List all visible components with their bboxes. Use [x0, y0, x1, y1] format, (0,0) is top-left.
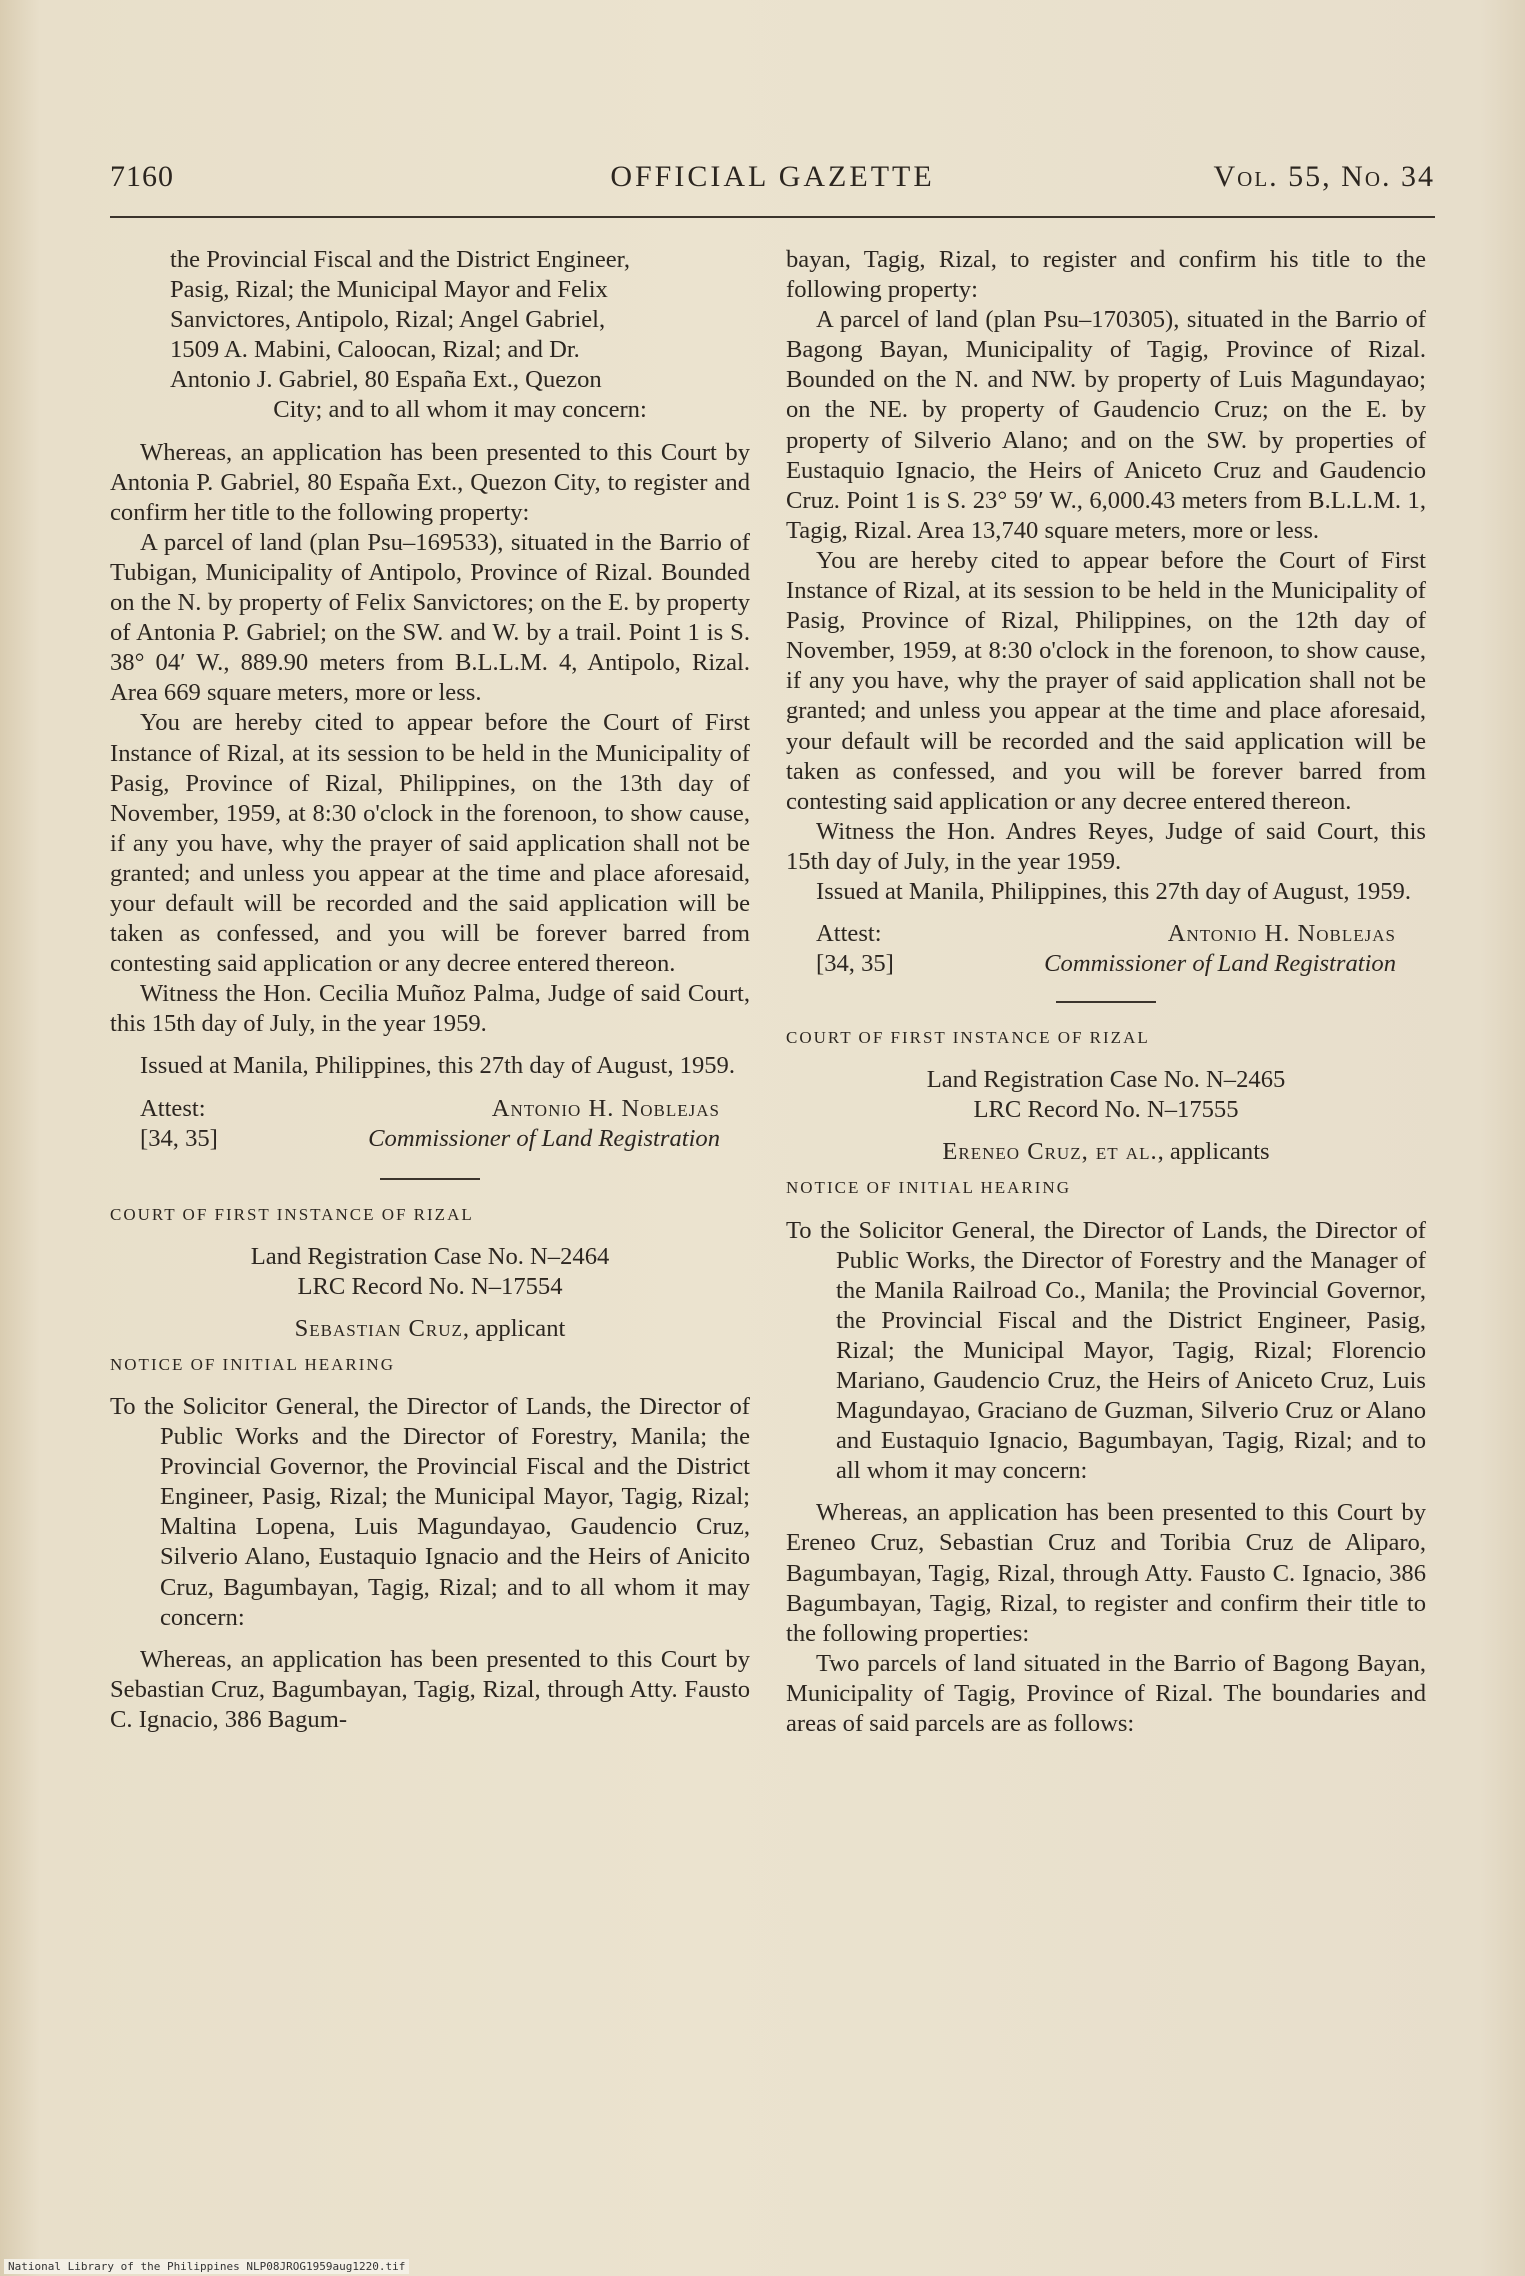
whereas-paragraph: Whereas, an application has been presented to this Court by Antonia P. Gabriel, 80 España Ext., Quezon City, to register and confirm her title to the following property:: [110, 438, 750, 526]
witness-paragraph: Witness the Hon. Cecilia Muñoz Palma, Judge of said Court, this 15th day of July, in the year 1959.: [110, 980, 750, 1038]
addressee-paragraph: To the Solicitor General, the Director of Lands, the Director of Public Works and the Director of Forestry, Manila; the Provincial Governor, the Provincial Fiscal and the District Engineer, Pasig, Rizal; the Municipal Mayor, Tagig, Rizal; Maltina Lopena, Luis Magundayao, Gaudencio Cruz, Silverio Alano, Eustaquio Ignacio and the Heirs of Anicito Cruz, Bagumbayan, Tagig, Rizal; and to all whom it may concern:: [110, 1393, 750, 1631]
addressee-paragraph: To the Solicitor General, the Director of Lands, the Director of Public Works, the Director of Forestry and the Manager of the Manila Railroad Co., Manila; the Provincial Governor, the Provincial Fiscal and the District Engineer, Pasig, Rizal; the Municipal Mayor, Tagig, Rizal; Florencio Mariano, Gaudencio Cruz, the Heirs of Aniceto Cruz, Luis Magundayao, Graciano de Guzman, Silverio Cruz or Alano and Eustaquio Ignacio, Bagumbayan, Tagig, Rizal; and to all whom it may concern:: [786, 1216, 1426, 1485]
issued-paragraph: Issued at Manila, Philippines, this 27th day of August, 1959.: [816, 877, 1412, 905]
text-line: the Provincial Fiscal and the District Engineer,: [170, 246, 631, 273]
text-line: Antonio J. Gabriel, 80 España Ext., Quezon: [170, 366, 602, 394]
court-heading: COURT OF FIRST INSTANCE OF RIZAL: [110, 1204, 474, 1224]
record-number: LRC Record No. N–17555: [973, 1096, 1239, 1124]
notice-heading: NOTICE OF INITIAL HEARING: [786, 1178, 1071, 1198]
left-column: [110, 245, 750, 1735]
page-number: 7160: [110, 160, 174, 193]
page-header: [110, 160, 1435, 210]
attestation: [786, 919, 1426, 979]
applicant-name: Ereneo Cruz, et al.: [942, 1138, 1158, 1166]
issued-paragraph: Issued at Manila, Philippines, this 27th day of August, 1959.: [140, 1052, 736, 1080]
record-number: LRC Record No. N–17554: [297, 1272, 563, 1300]
text-line: Pasig, Rizal; the Municipal Mayor and Felix: [170, 276, 608, 304]
header-rule: [110, 216, 1435, 218]
attest-reference: [34, 35]: [140, 1124, 218, 1152]
attest-label: Attest:: [140, 1094, 206, 1122]
whereas-paragraph: Whereas, an application has been presented to this Court by Sebastian Cruz, Bagumbayan, Tagig, Rizal, through Atty. Fausto C. Ignacio, 386 Bagum-: [110, 1645, 750, 1733]
witness-paragraph: Witness the Hon. Andres Reyes, Judge of said Court, this 15th day of July, in the year 1959.: [786, 817, 1426, 875]
parcel-description: A parcel of land (plan Psu–170305), situated in the Barrio of Bagong Bayan, Municipality of Tagig, Province of Rizal. Bounded on the N. and NW. by property of Luis Magundayao; on the NE. by property of Gaudencio Cruz; on the E. by property of Silverio Alano; and on the SW. by properties of Eustaquio Ignacio, the Heirs of Aniceto Cruz and Gaudencio Cruz. Point 1 is S. 23° 59′ W., 6,000.43 meters from B.L.L.M. 1, Tagig, Rizal. Area 13,740 square meters, more or less.: [786, 306, 1426, 544]
court-heading: COURT OF FIRST INSTANCE OF RIZAL: [786, 1028, 1150, 1048]
citation-paragraph: You are hereby cited to appear before the Court of First Instance of Rizal, at its session to be held in the Municipality of Pasig, Province of Rizal, Philippines, on the 13th day of November, 1959, at 8:30 o'clock in the forenoon, to show cause, if any you have, why the prayer of said application shall not be granted; and unless you appear at the time and place aforesaid, your default will be recorded and the said application will be taken as confessed, and you will be forever barred from contesting said application or any decree entered thereon.: [110, 709, 750, 978]
applicant-name: Sebastian Cruz: [294, 1314, 463, 1342]
attest-signatory: Antonio H. Noblejas: [491, 1094, 720, 1122]
applicant-line: [110, 1314, 750, 1344]
attest-title: Commissioner of Land Registration: [368, 1124, 720, 1152]
applicant-role: , applicant: [462, 1314, 566, 1342]
whereas-paragraph: Whereas, an application has been presented to this Court by Ereneo Cruz, Sebastian Cruz and Toribia Cruz de Aliparo, Bagumbayan, Tagig, Rizal, through Atty. Fausto C. Ignacio, 386 Bagumbayan, Tagig, Rizal, to register and confirm their title to the following properties:: [786, 1499, 1426, 1647]
volume-number: Vol. 55, No. 34: [1213, 160, 1435, 193]
attest-label: Attest:: [816, 920, 882, 948]
case-number: Land Registration Case No. N–2465: [926, 1066, 1286, 1094]
text-line: Sanvictores, Antipolo, Rizal; Angel Gabriel,: [170, 306, 606, 334]
parcel-description: A parcel of land (plan Psu–169533), situated in the Barrio of Tubigan, Municipality of Antipolo, Province of Rizal. Bounded on the N. by property of Felix Sanvictores; on the E. by property of Antonia P. Gabriel; on the SW. and W. by a trail. Point 1 is S. 38° 04′ W., 889.90 meters from B.L.L.M. 4, Antipolo, Rizal. Area 669 square meters, more or less.: [110, 528, 750, 707]
attest-title: Commissioner of Land Registration: [1044, 950, 1396, 978]
text-line: City; and to all whom it may concern:: [273, 396, 647, 424]
attest-reference: [34, 35]: [816, 950, 894, 978]
parcels-intro: Two parcels of land situated in the Barrio of Bagong Bayan, Municipality of Tagig, Province of Rizal. The boundaries and areas of said parcels are as follows:: [786, 1649, 1426, 1738]
publication-title: OFFICIAL GAZETTE: [610, 160, 935, 193]
addressee-continuation: [110, 245, 750, 426]
citation-paragraph: You are hereby cited to appear before the Court of First Instance of Rizal, at its session to be held in the Municipality of Pasig, Province of Rizal, Philippines, on the 12th day of November, 1959, at 8:30 o'clock in the forenoon, to show cause, if any you have, why the prayer of said application shall not be granted; and unless you appear at the time and place aforesaid, your default will be recorded and the said application will be taken as confessed, and you will be forever barred from contesting said application or any decree entered thereon.: [786, 546, 1426, 815]
notice-heading: NOTICE OF INITIAL HEARING: [110, 1354, 395, 1374]
applicant-line: [786, 1137, 1426, 1167]
applicant-role: , applicants: [1157, 1138, 1270, 1166]
scan-footer: National Library of the Philippines NLP08JROG1959aug1220.tif: [4, 2259, 409, 2274]
right-column: [786, 245, 1426, 1739]
case-number: Land Registration Case No. N–2464: [250, 1242, 610, 1270]
text-line: 1509 A. Mabini, Caloocan, Rizal; and Dr.: [170, 336, 580, 364]
continuation-paragraph: bayan, Tagig, Rizal, to register and confirm his title to the following property:: [786, 246, 1426, 304]
attestation: [110, 1094, 750, 1154]
attest-signatory: Antonio H. Noblejas: [1167, 920, 1396, 948]
